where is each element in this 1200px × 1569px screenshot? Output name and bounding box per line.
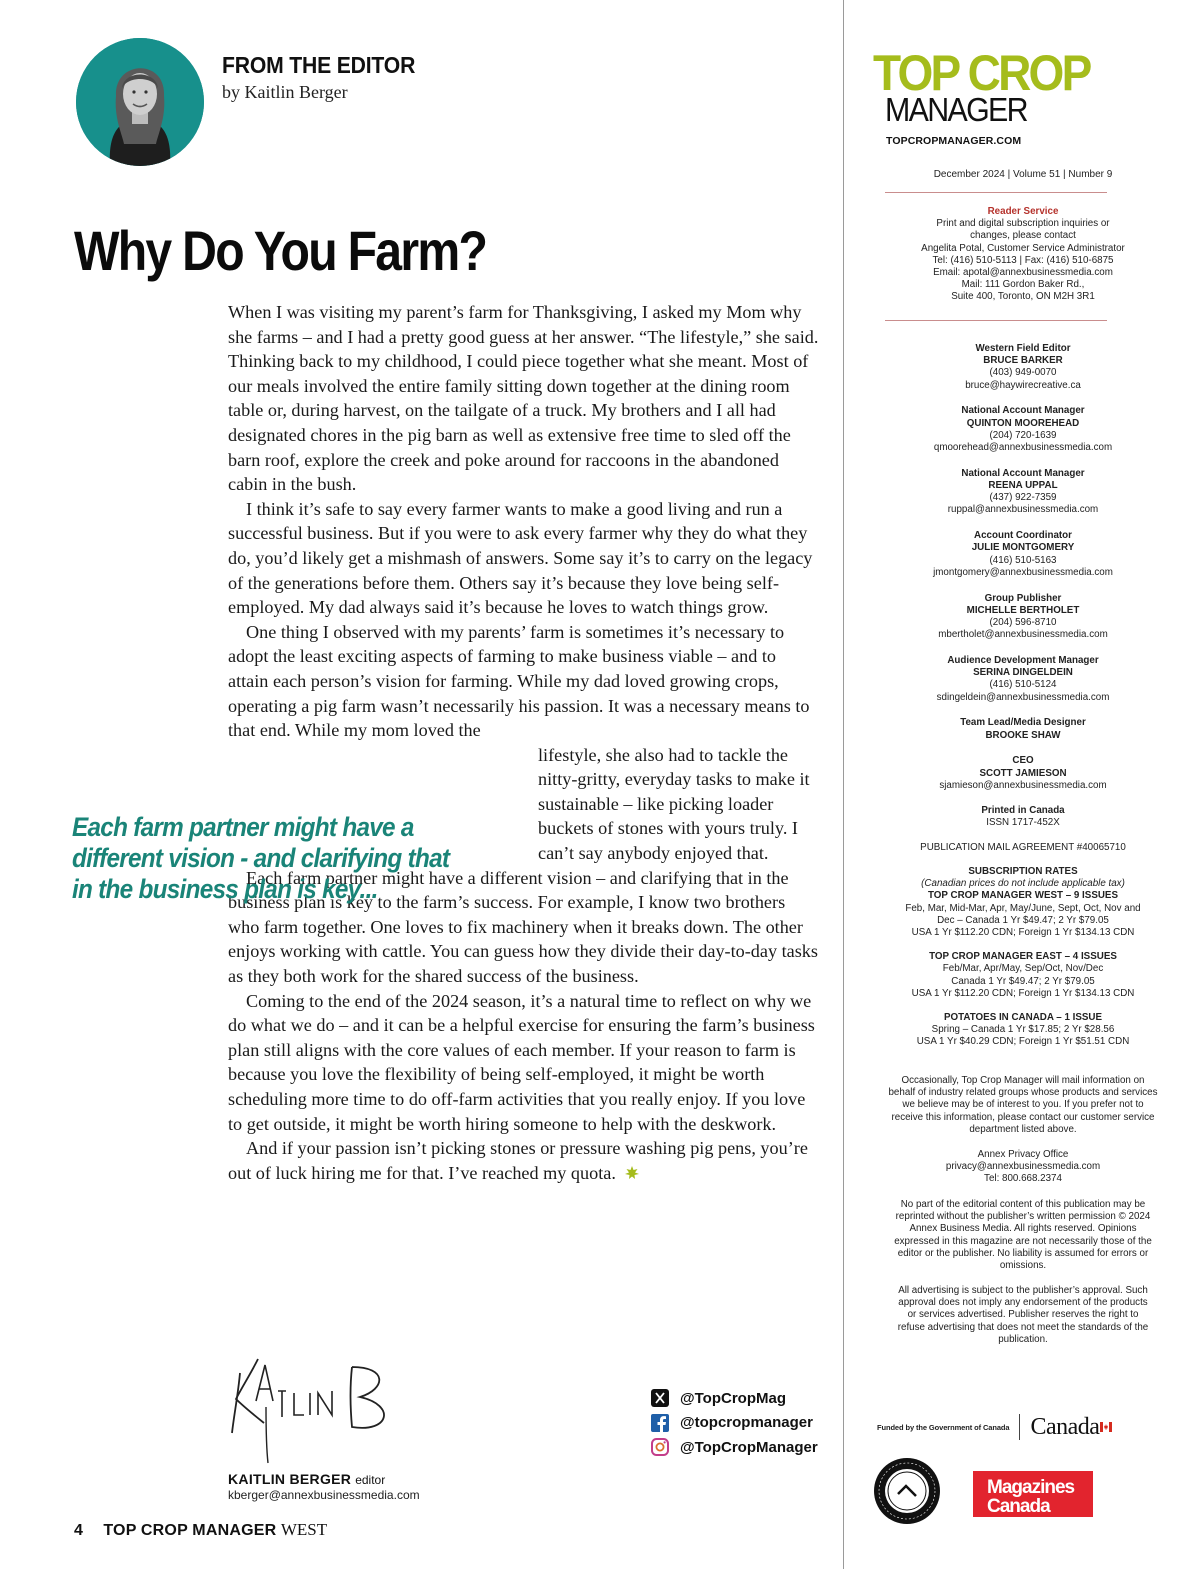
privacy-email: privacy@annexbusinessmedia.com [945,1161,1101,1173]
facebook-icon [650,1413,670,1433]
canada-wordmark: Canada [1030,1413,1100,1440]
handwritten-signature [210,1345,410,1465]
staff-role: National Account Manager [961,405,1085,417]
page-footer [74,1520,327,1540]
staff-email: sjamieson@annexbusinessmedia.com [939,779,1107,791]
staff-phone: (416) 510-5124 [989,679,1057,691]
printed-in: Printed in Canada [981,805,1065,816]
svg-text:Canada: Canada [987,1496,1050,1517]
logo-top-line: TOP CROP [873,45,1090,101]
issue-info: December 2024 | Volume 51 | Number 9 [933,169,1113,180]
byline: by Kaitlin Berger [222,82,348,102]
article-title: Why Do You Farm? [74,219,487,282]
staff-name: MICHELLE BERTHOLET [966,604,1080,616]
staff-email: qmoorehead@annexbusinessmedia.com [933,442,1113,454]
reader-service-line: Mail: 111 Gordon Baker Rd., [961,279,1085,291]
social-link-facebook[interactable] [650,1411,818,1436]
staff-name: BRUCE BARKER [983,355,1063,367]
magazines-canada-logo [973,1471,1093,1517]
staff-email: ruppal@annexbusinessmedia.com [947,504,1099,516]
subscription-group-title: TOP CROP MANAGER EAST – 4 ISSUES [929,951,1117,963]
editor-photo [76,38,204,166]
staff-role: Team Lead/Media Designer [960,717,1086,729]
aam-certified-seal-icon [872,1456,942,1526]
social-handle: @TopCropMag [680,1389,786,1407]
paragraph-text: And if your passion isn’t picking stones or pressure washing pig pens, you’re out of luck hiring me for that. I’ve reached my quota. [228,1138,808,1183]
subscription-line: Dec – Canada 1 Yr $49.47; 2 Yr $79.05 [937,914,1109,926]
subscription-line: Feb/Mar, Apr/May, Sep/Oct, Nov/Dec [942,963,1104,975]
staff-role: CEO [1012,755,1034,767]
subscription-group-title: TOP CROP MANAGER WEST – 9 ISSUES [928,890,1118,902]
privacy-note: Occasionally, Top Crop Manager will mail information on behalf of industry related groups whose products and services we believe may be of interest to you. If you prefer not to receive this information, please contact our customer service department listed above. [888,1075,1158,1135]
copyright-note: No part of the editorial content of this publication may be reprinted without the publisher’s written permission © 2024 Annex Business Media. All rights reserved. Opinions expressed in this magazine are not necessarily those of the editor or the publisher. No liability is assumed for errors or omissions. [894,1199,1152,1272]
social-handle: @TopCropManager [680,1438,818,1456]
reader-service-line: Print and digital subscription inquiries or [936,218,1110,230]
subscription-rates [873,866,1173,1049]
subscription-line: USA 1 Yr $112.20 CDN; Foreign 1 Yr $134.13 CDN [911,927,1135,939]
reader-service-title: Reader Service [987,206,1059,217]
staff-email: jmontgomery@annexbusinessmedia.com [933,566,1113,578]
paragraph: Each farm partner might have a different vision – and clarifying that in the business plan is key to the farm’s success. For example, I know two brothers who farm together. One loves to fix machinery when it breaks down. The other enjoys working with cattle. You can guess how they divide their day-to-day tasks as they both work for the shared success of the business. [228,867,818,987]
subscription-line: USA 1 Yr $112.20 CDN; Foreign 1 Yr $134.13 CDN [911,987,1135,999]
x-icon [650,1388,670,1408]
staff-entry [873,755,1173,792]
advertising-note: All advertising is subject to the publisher’s approval. Such approval does not imply any endorsement of the products or services advertised. Publisher reserves the right to refuse advertising that does not meet the standards of the publication. [897,1285,1149,1345]
staff-entry [873,655,1173,704]
staff-role: Audience Development Manager [947,655,1099,667]
staff-role: National Account Manager [961,467,1085,479]
privacy-office [873,1149,1173,1186]
staff-name: SCOTT JAMIESON [979,767,1067,779]
staff-entry [873,468,1173,517]
staff-entry [873,405,1173,454]
separator [1019,1414,1020,1440]
staff-name: QUINTON MOOREHEAD [966,417,1080,429]
subscription-line: Feb, Mar, Mid-Mar, Apr, May/June, Sept, Oct, Nov and [905,902,1141,914]
editor-email: kberger@annexbusinessmedia.com [228,1488,420,1502]
paragraph: When I was visiting my parent’s farm for Thanksgiving, I asked my Mom why she farms – and I had a pretty good guess at her answer. “The lifestyle,” she said. Thinking back to my childhood, I could piece together what she meant. Most of our meals involved the entire family sitting down together at the dining room table or, during harvest, on the tailgate of a truck. My brothers and I all had designated chores in the pig barn as well as extensive free time to sled off the barn roof, explore the creek and poke around for raccoons in the abandoned cabin in the bush. [228,302,819,495]
staff-phone: (204) 596-8710 [989,617,1057,629]
article-body [228,300,820,1185]
page-number: 4 [74,1522,83,1539]
masthead [845,0,1200,1569]
print-info [873,805,1173,829]
reader-service-line: Tel: (416) 510-5113 | Fax: (416) 510-6875 [932,254,1114,266]
reader-service-line: Angelita Potal, Customer Service Administrator [921,242,1125,254]
logo-bottom-line: MANAGER [885,91,1027,128]
subscription-line: Canada 1 Yr $49.47; 2 Yr $79.05 [951,975,1095,987]
government-funding [877,1412,1137,1442]
staff-phone: (416) 510-5163 [989,554,1057,566]
staff-name: SERINA DINGELDEIN [973,667,1073,679]
editor-role: editor [355,1473,386,1487]
staff-email: bruce@haywirecreative.ca [965,379,1081,391]
subscription-line: USA 1 Yr $40.29 CDN; Foreign 1 Yr $51.51 CDN [916,1036,1130,1048]
privacy-tel: Tel: 800.668.2374 [984,1173,1062,1185]
divider [885,192,1107,193]
subscription-line: Spring – Canada 1 Yr $17.85; 2 Yr $28.56 [931,1024,1115,1036]
reader-service-line: Email: apotal@annexbusinessmedia.com [933,267,1113,279]
column-divider [843,0,844,1569]
staff-role: Western Field Editor [975,343,1071,354]
instagram-icon [650,1437,670,1457]
staff-email: mbertholet@annexbusinessmedia.com [938,629,1108,641]
privacy-office-title: Annex Privacy Office [977,1149,1069,1160]
signature-name-line [228,1471,385,1487]
subscription-title: SUBSCRIPTION RATES [968,866,1078,877]
section-label: FROM THE EDITOR [222,52,416,78]
staff-entry [873,530,1173,579]
staff-name: JULIE MONTGOMERY [971,542,1075,554]
subscription-group-title: POTATOES IN CANADA – 1 ISSUE [943,1012,1103,1024]
social-handle: @topcropmanager [680,1414,813,1432]
pull-quote: Each farm partner might have a different vision - and clarifying that in the business plan is key... [72,812,450,904]
staff-role: Account Coordinator [974,530,1072,542]
editor-name: KAITLIN BERGER [228,1471,352,1487]
paragraph: I think it’s safe to say every farmer wants to make a good living and run a successful business. But if you were to ask every farmer why they do what they do, you’d likely get a mishmash of answers. Some say it’s to carry on the legacy of the generations before them. Others say it’s because they love being self-employed. My dad always said it’s because he loves to watch things grow. [228,498,813,618]
staff-name: REENA UPPAL [988,480,1058,492]
canada-flag-icon [1100,1422,1112,1432]
staff-entry [873,343,1173,392]
leaf-end-mark-icon [624,1165,640,1181]
funded-by-label: Funded by the Government of Canada [877,1422,1010,1432]
staff-entry [873,593,1173,642]
paragraph: Coming to the end of the 2024 season, it’s a natural time to reflect on why we do what we do – and it can be a helpful exercise for ensuring the farm’s business plan still aligns with the core values of each member. If your reason to farm is because you love the flexibility of being self-employed, it might be worth scheduling more time to do off-farm activities that you really enjoy. If you love to get outside, it might be worth hiring someone to help with the deskwork. [228,990,815,1134]
staff-phone: (403) 949-0070 [989,367,1057,379]
reader-service-line: Suite 400, Toronto, ON M2H 3R1 [951,291,1095,303]
paragraph: lifestyle, she also had to tackle the nitty-gritty, everyday tasks to make it sustainable – like picking loader buckets of stones with yours truly. I can’t say anybody enjoyed that. [538,744,810,864]
staff-email: sdingeldein@annexbusinessmedia.com [936,691,1110,703]
issn: ISSN 1717-452X [986,817,1060,829]
staff-name: BROOKE SHAW [985,729,1061,741]
staff-entry [873,717,1173,741]
social-link-instagram[interactable] [650,1435,818,1460]
staff-role: Group Publisher [984,592,1062,604]
staff-phone: (437) 922-7359 [989,492,1057,504]
staff-phone: (204) 720-1639 [989,429,1057,441]
reader-service [873,206,1173,304]
paragraph [228,1136,820,1185]
subscription-note: (Canadian prices do not include applicable tax) [921,878,1125,890]
website-url[interactable]: TOPCROPMANAGER.COM [886,135,1022,147]
divider [885,320,1107,321]
mail-agreement: PUBLICATION MAIL AGREEMENT #40065710 [920,842,1126,853]
paragraph: One thing I observed with my parents’ farm is sometimes it’s necessary to adopt the least exciting aspects of farming to make business viable – and to attain each person’s vision for farming. While my dad loved growing crops, operating a pig farm wasn’t necessarily his passion. It was a necessary means to that end. While my mom loved the [228,621,810,741]
reader-service-line: changes, please contact [970,230,1076,242]
footer-edition: WEST [280,1520,328,1539]
svg-text:Magazines: Magazines [987,1477,1075,1498]
staff-list [873,343,1173,806]
social-link-x[interactable] [650,1386,818,1411]
social-links [650,1386,818,1460]
footer-magazine-name: TOP CROP MANAGER [103,1522,277,1539]
